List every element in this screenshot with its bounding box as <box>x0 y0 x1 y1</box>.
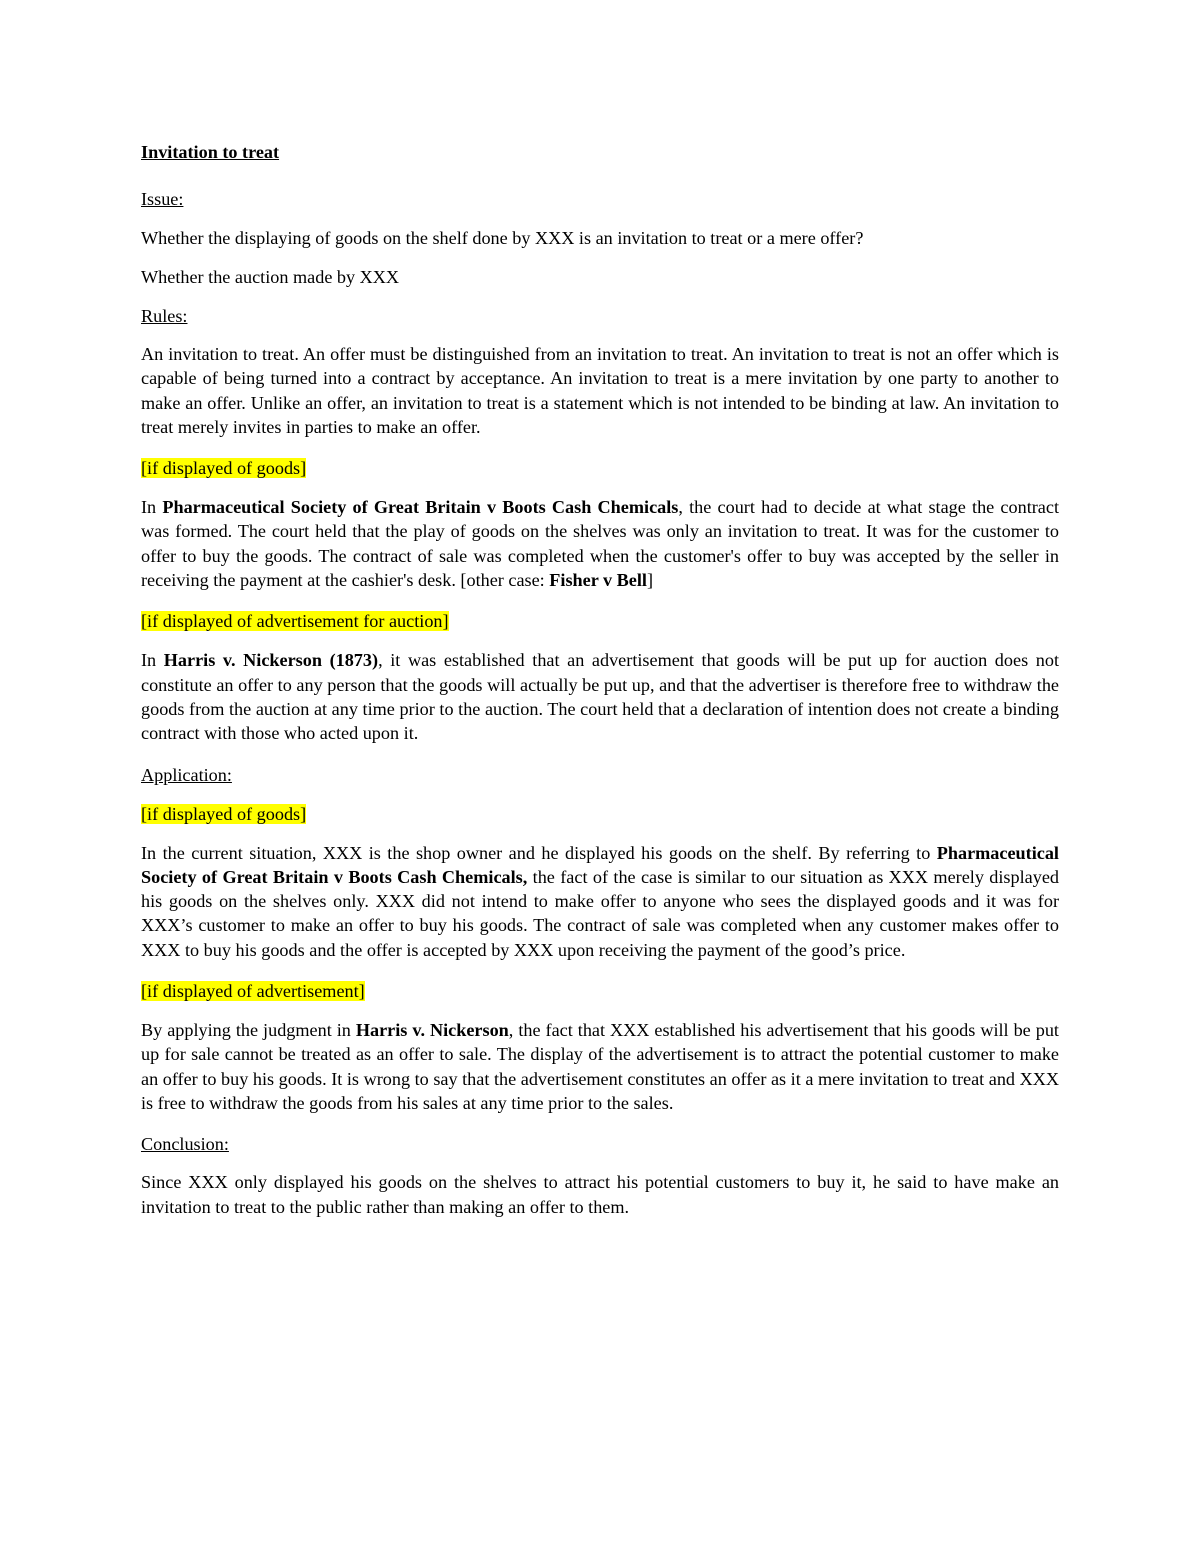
case-name: Fisher v Bell <box>549 570 647 591</box>
application-goods-tag <box>141 801 1059 827</box>
highlight-text: [if displayed of advertisement] <box>141 981 365 1002</box>
application-ad-tag <box>141 978 1059 1004</box>
rules-goods-tag <box>141 455 1059 481</box>
rules-auction-tag <box>141 608 1059 634</box>
document-page <box>141 138 1059 1235</box>
case-name: Pharmaceutical Society of Great Britain v Boots Cash Chemicals <box>162 497 679 518</box>
highlight-text: [if displayed of advertisement for auction] <box>141 611 449 632</box>
case-name: Pharmaceutical Society of Great Britain v Boots Cash Chemicals, <box>141 842 1059 887</box>
issue-question-2: Whether the auction made by XXX <box>141 267 400 287</box>
conclusion-heading: Conclusion: <box>141 1134 229 1155</box>
rules-boots-paragraph <box>141 495 1059 592</box>
text-run: ] <box>646 570 654 591</box>
text-run: , it was established that an advertisement that goods will be put up for auction does not constitute an offer to any person that the goods will actually be put up, and that the advertiser is therefore free to withdraw the goods from the auction at any time prior to the auction. The court held that a declaration of intention does not create a binding contract with those who acted upon it. <box>141 650 1059 744</box>
text-run: In <box>141 497 163 518</box>
application-ad-paragraph <box>141 1018 1059 1115</box>
highlight-text: [if displayed of goods] <box>141 803 307 824</box>
application-heading: Application: <box>141 764 232 785</box>
case-name: Harris v. Nickerson <box>355 1020 509 1041</box>
text-run: , the fact that XXX established his advertisement that his goods will be put up for sale cannot be treated as an offer to sale. The display of the advertisement is to attract the potential customer to make an offer to buy his goods. It is wrong to say that the advertisement constitutes an offer as it a mere invitation to treat and XXX is free to withdraw the goods from his sales at any time prior to the sales. <box>141 1020 1059 1113</box>
highlight-text: [if displayed of goods] <box>141 458 307 479</box>
document-title: Invitation to treat <box>141 142 280 162</box>
text-run: , the court had to decide at what stage the contract was formed. The court held that the play of goods on the shelves was only an invitation to treat. It was for the customer to offer to buy the goods. The contract of sale was completed when the customer's offer to buy was accepted by the seller in receiving the payment at the cashier's desk. [other case: <box>141 497 1060 591</box>
text-run: By applying the judgment in <box>141 1020 356 1041</box>
conclusion-paragraph: Since XXX only displayed his goods on the shelves to attract his potential customers to buy it, he said to have make an invitation to treat to the public rather than making an offer to them. <box>141 1172 1059 1217</box>
case-name: Harris v. Nickerson (1873) <box>163 650 379 671</box>
issue-heading: Issue: <box>141 189 184 209</box>
text-run: In <box>141 650 164 671</box>
rules-heading: Rules: <box>141 306 188 326</box>
application-goods-paragraph <box>141 841 1059 962</box>
rules-harris-paragraph <box>141 648 1059 745</box>
rules-intro-paragraph: An invitation to treat. An offer must be distinguished from an invitation to treat. An invitation to treat is not an offer which is capable of being turned into a contract by acceptance. An invitation to treat is a mere invitation by one party to another to make an offer. Unlike an offer, an invitation to treat is a statement which is not intended to be binding at law. An invitation to treat merely invites in parties to make an offer. <box>141 344 1059 437</box>
text-run: the fact of the case is similar to our situation as XXX merely displayed his goods on the shelves only. XXX did not intend to make offer to anyone who sees the displayed goods and it was for XXX’s customer to make an offer to buy his goods. The contract of sale was completed when any customer makes offer to XXX to buy his goods and the offer is accepted by XXX upon receiving the payment of the good’s price. <box>141 866 1059 960</box>
text-run: In the current situation, XXX is the shop owner and he displayed his goods on the shelf. By referring to <box>141 842 937 863</box>
issue-question-1: Whether the displaying of goods on the shelf done by XXX is an invitation to treat or a mere offer? <box>141 228 864 248</box>
